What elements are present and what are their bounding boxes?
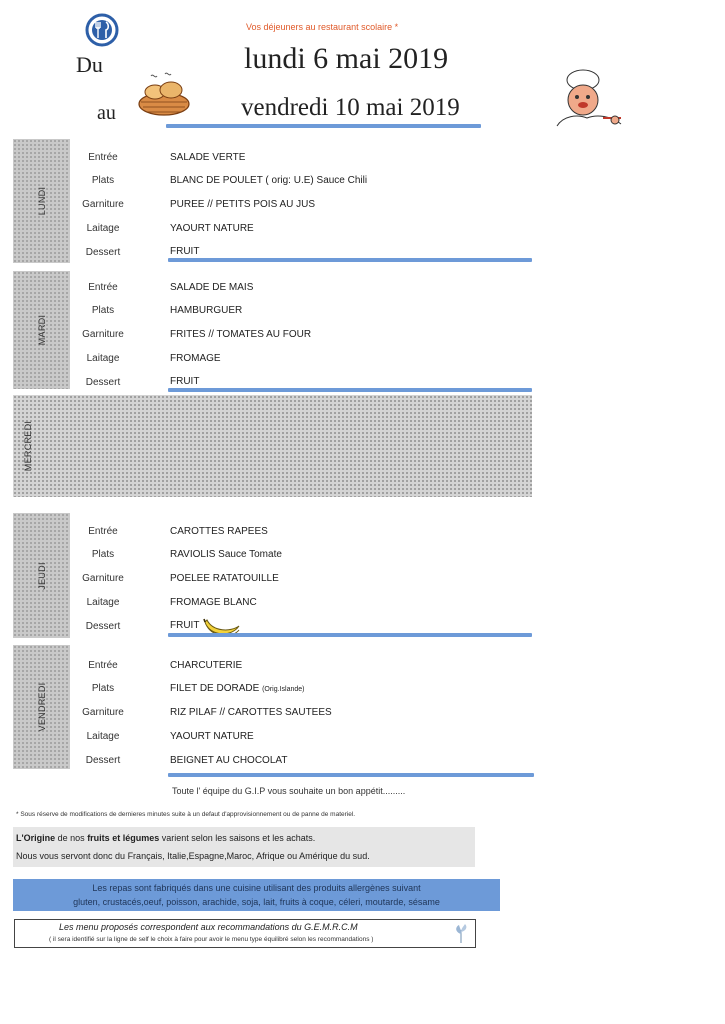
category-label: Entrée	[88, 152, 118, 163]
fruits-legumes-text: fruits et légumes	[87, 833, 160, 843]
dish-dessert: FRUIT	[170, 376, 200, 387]
date-start: lundi 6 mai 2019	[244, 42, 449, 75]
origin-text: de nos	[55, 833, 88, 843]
origin-line-2: Nous vous servont donc du Français, Italie,Espagne,Maroc, Afrique ou Amérique du sud.	[16, 851, 370, 861]
gemrcm-line-2: ( il sera identifié sur la ligne de self le choix à faire pour avoir le menu type équilibré selon les recommandations )	[49, 936, 374, 943]
day-label-jeudi: JEUDI	[36, 561, 47, 590]
team-message: Toute l' équipe du G.I.P vous souhaite un bon appétit.........	[172, 786, 406, 796]
dish-entree: CAROTTES RAPEES	[170, 526, 268, 537]
dish-laitage: FROMAGE	[170, 353, 221, 364]
day-separator	[168, 388, 532, 392]
dish-dessert: FRUIT	[170, 246, 200, 257]
day-label-vendredi: VENDREDI	[36, 682, 47, 732]
dish-garniture: FRITES // TOMATES AU FOUR	[170, 329, 312, 340]
allergen-line-2: gluten, crustacés,oeuf, poisson, arachide, soja, lait, fruits à coque, céleri, moutarde, sésame	[73, 897, 440, 907]
category-label: Plats	[91, 175, 115, 186]
category-label: Garniture	[82, 329, 124, 340]
day-label-mercredi: MERCREDI	[23, 420, 33, 472]
category-label: Laitage	[86, 223, 120, 234]
day-separator	[168, 773, 534, 777]
dish-garniture: POELEE RATATOUILLE	[170, 573, 279, 584]
gemrcm-line-1: Les menu proposés correspondent aux recommandations du G.E.M.R.C.M	[59, 922, 358, 932]
restaurant-logo	[85, 13, 119, 47]
category-label: Entrée	[88, 660, 118, 671]
origin-text-end: varient selon les saisons et les achats.	[159, 833, 316, 843]
du-label: Du	[76, 52, 103, 77]
date-end: vendredi 10 mai 2019	[241, 94, 460, 121]
category-label: Entrée	[88, 526, 118, 537]
dish-origin-note: (Orig.Islande)	[262, 686, 305, 693]
dish-dessert: BEIGNET AU CHOCOLAT	[170, 755, 288, 766]
chef-illustration	[547, 68, 629, 134]
category-label: Plats	[91, 305, 115, 316]
category-label: Garniture	[82, 707, 124, 718]
category-label: Entrée	[88, 282, 118, 293]
dish-laitage: FROMAGE BLANC	[170, 597, 257, 608]
dish-plats-name: FILET DE DORADE	[170, 683, 260, 694]
day-label-lundi: LUNDI	[36, 186, 47, 216]
dish-plats: HAMBURGUER	[170, 305, 243, 316]
category-label: Garniture	[82, 573, 124, 584]
dish-plats: RAVIOLIS Sauce Tomate	[170, 549, 282, 560]
category-label: Dessert	[85, 377, 121, 388]
bread-basket-illustration	[135, 70, 193, 120]
dish-entree: CHARCUTERIE	[170, 660, 243, 671]
dish-entree: SALADE DE MAIS	[170, 282, 254, 293]
day-label-mardi: MARDI	[36, 314, 47, 346]
au-label: au	[97, 102, 116, 124]
category-label: Laitage	[86, 731, 120, 742]
dish-entree: SALADE VERTE	[170, 152, 246, 163]
category-label: Dessert	[85, 621, 121, 632]
dish-garniture: PUREE // PETITS POIS AU JUS	[170, 199, 316, 210]
header-subtitle: Vos déjeuners au restaurant scolaire *	[246, 22, 399, 32]
origin-line-1	[16, 833, 315, 843]
category-label: Plats	[91, 683, 115, 694]
dish-plats: BLANC DE POULET ( orig: U.E) Sauce Chili	[170, 175, 368, 186]
dish-dessert: FRUIT	[170, 620, 200, 631]
origin-word: L'Origine	[16, 833, 56, 843]
dish-garniture: RIZ PILAF // CAROTTES SAUTEES	[170, 707, 332, 718]
category-label: Laitage	[86, 353, 120, 364]
leaf-icon	[451, 922, 471, 944]
category-label: Laitage	[86, 597, 120, 608]
day-separator	[168, 258, 532, 262]
reserve-note: * Sous réserve de modifications de dernieres minutes suite à un defaut d'approvisionnement ou de panne de materiel.	[16, 811, 356, 818]
category-label: Garniture	[82, 199, 124, 210]
allergen-banner	[13, 879, 500, 911]
category-label: Dessert	[85, 247, 121, 258]
category-label: Plats	[91, 549, 115, 560]
dish-laitage: YAOURT NATURE	[170, 223, 254, 234]
category-label: Dessert	[85, 755, 121, 766]
day-separator	[168, 633, 532, 637]
header-underline	[166, 124, 481, 128]
dish-laitage: YAOURT NATURE	[170, 731, 254, 742]
allergen-line-1: Les repas sont fabriqués dans une cuisine utilisant des produits allergènes suivant	[92, 883, 421, 893]
gemrcm-box	[14, 919, 476, 948]
mercredi-no-service-block	[13, 395, 532, 497]
dish-plats	[170, 683, 304, 694]
